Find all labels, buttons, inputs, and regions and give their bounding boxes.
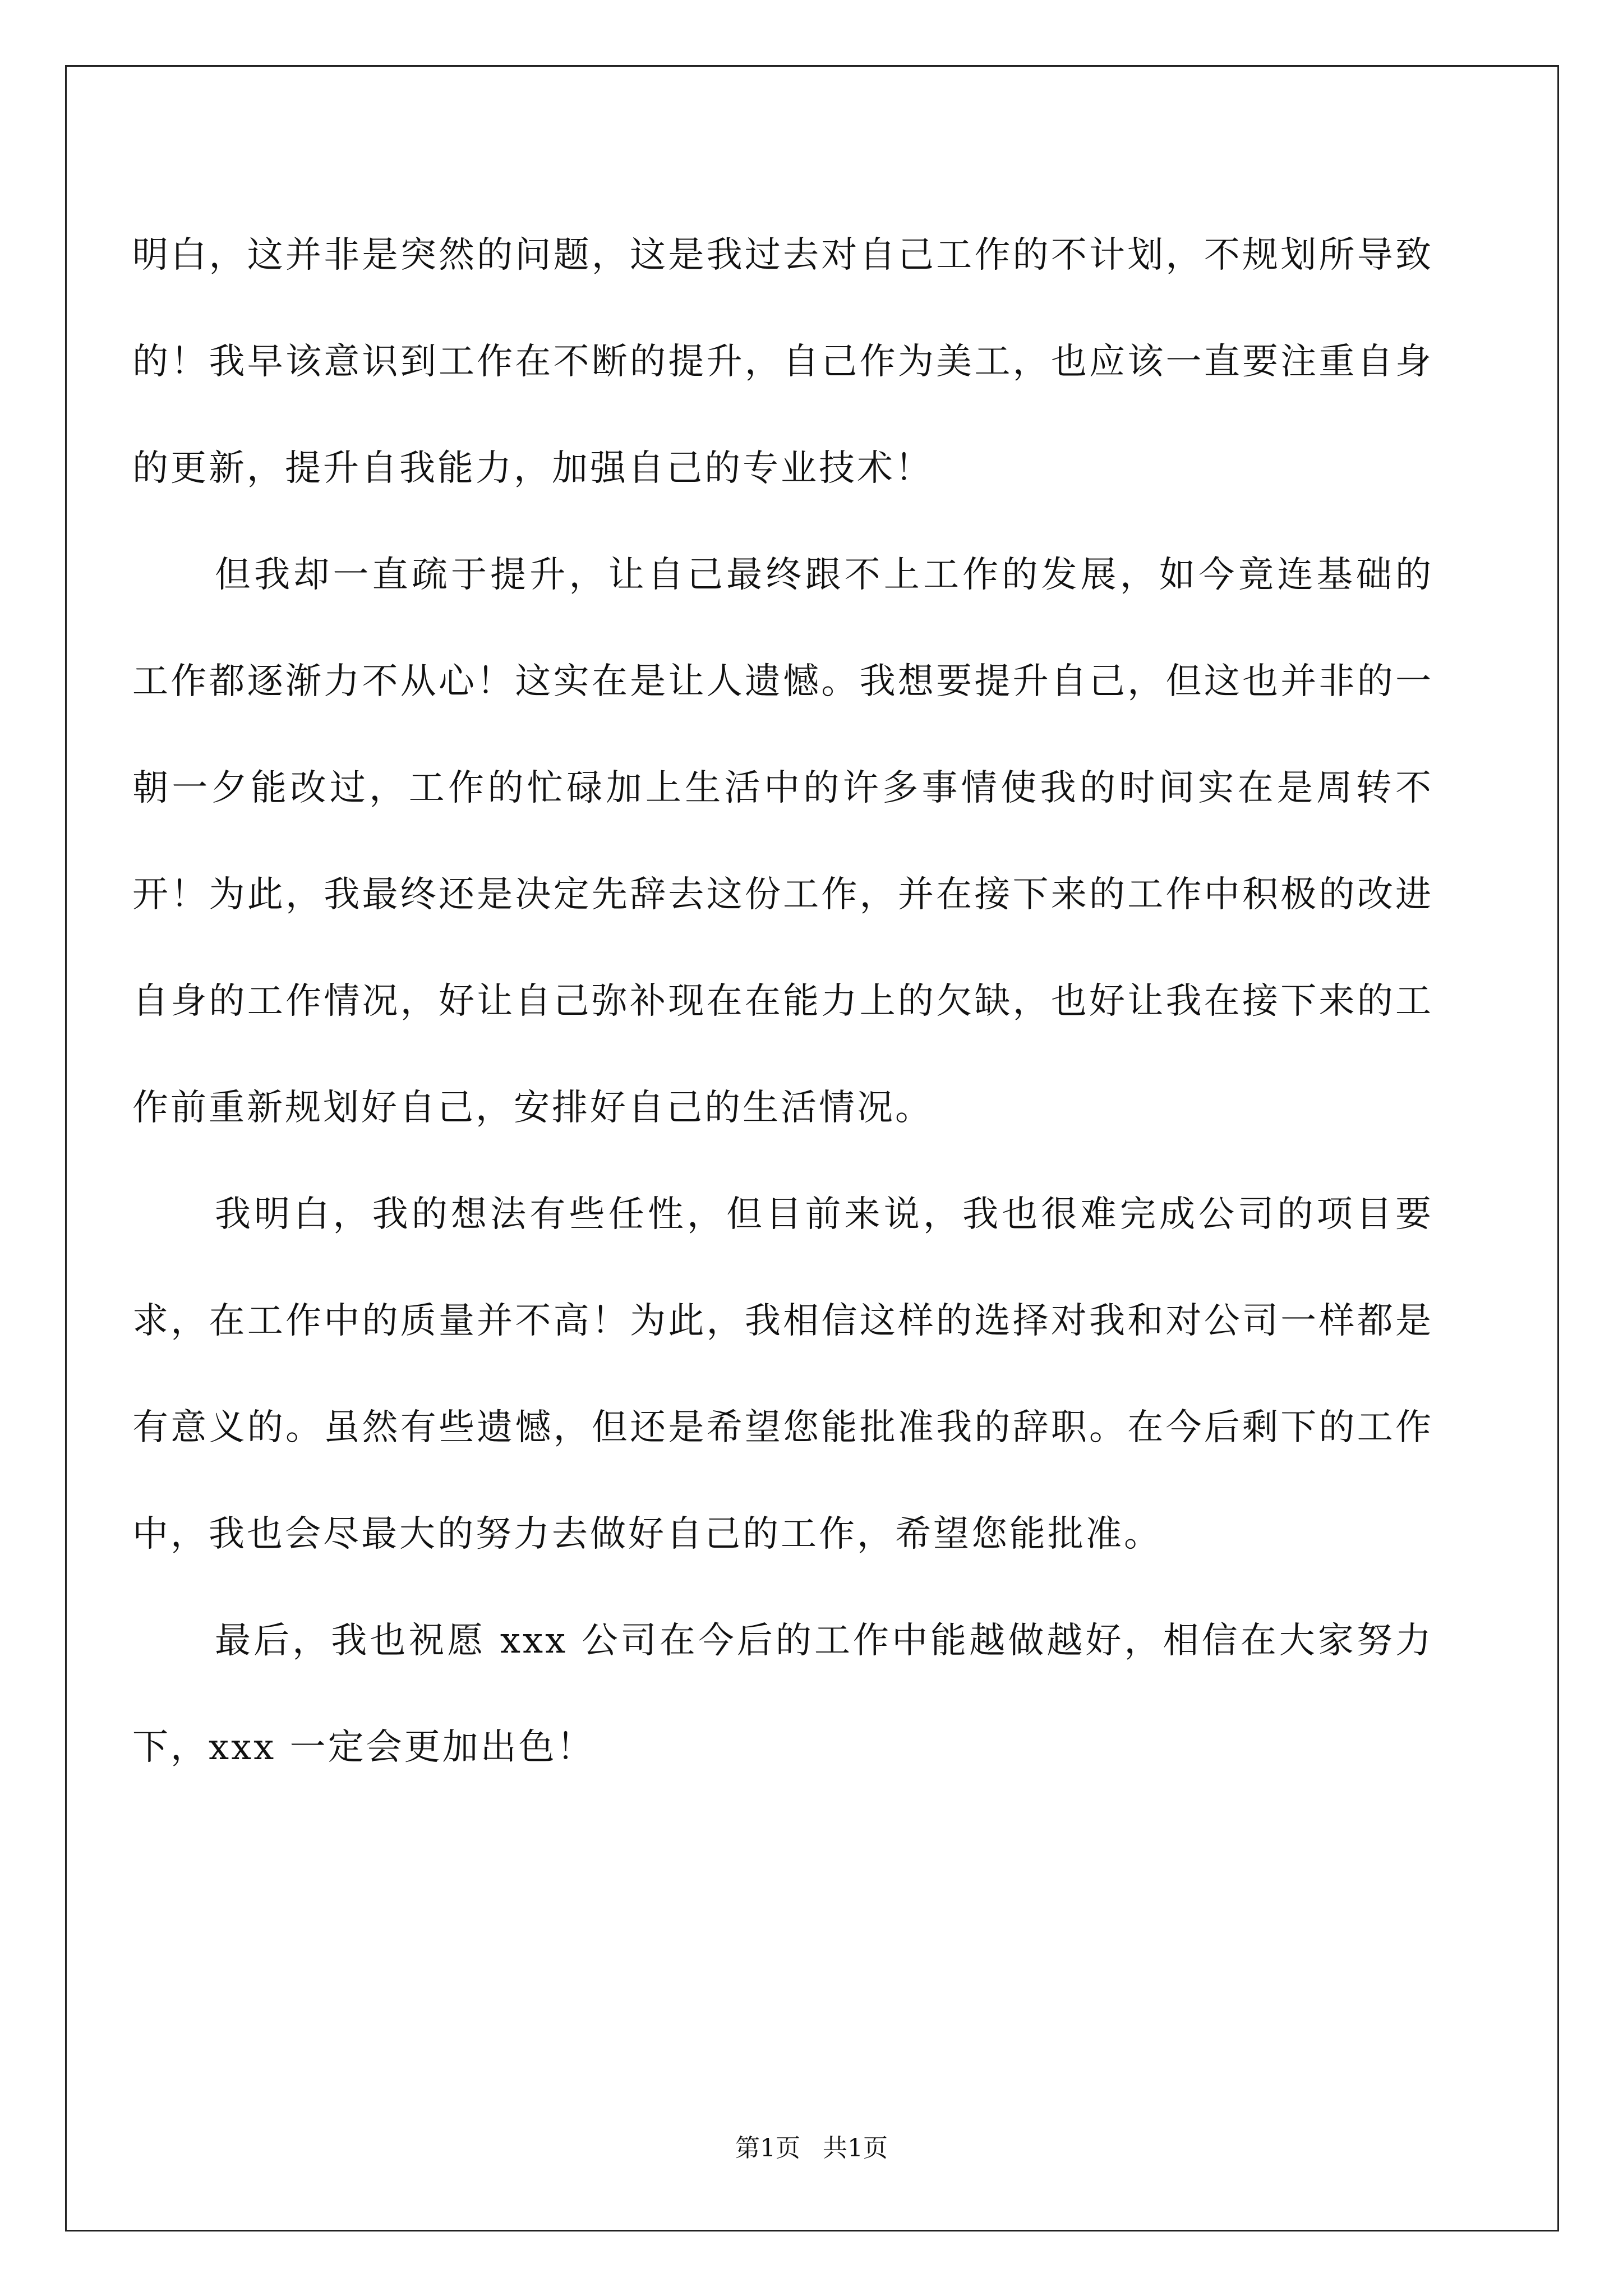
paragraph-1: 明白，这并非是突然的问题，这是我过去对自己工作的不计划，不规划所导致的！我早该意识到工作在不断的提升，自己作为美工，也应该一直要注重自身的更新，提升自我能力，加强自己的专业技术！ [132, 234, 1433, 489]
paragraph-3: 我明白，我的想法有些任性，但目前来说，我也很难完成公司的项目要求，在工作中的质量并不高！为此，我相信这样的选择对我和对公司一样都是有意义的。虽然有些遗憾，但还是希望您能批准我的辞职。在今后剩下的工作中，我也会尽最大的努力去做好自己的工作，希望您能批准。 [132, 1194, 1433, 1555]
page-number: 第1页 [735, 2134, 800, 2162]
page-footer [0, 2132, 1623, 2165]
page-total: 共1页 [823, 2134, 888, 2162]
paragraph-2: 但我却一直疏于提升，让自己最终跟不上工作的发展，如今竟连基础的工作都逐渐力不从心！这实在是让人遗憾。我想要提升自己，但这也并非的一朝一夕能改过，工作的忙碌加上生活中的许多事情使我的时间实在是周转不开！为此，我最终还是决定先辞去这份工作，并在接下来的工作中积极的改进自身的工作情况，好让自己弥补现在在能力上的欠缺，也好让我在接下来的工作前重新规划好自己，安排好自己的生活情况。 [132, 554, 1433, 1129]
paragraph-4: 最后，我也祝愿 xxx 公司在今后的工作中能越做越好，相信在大家努力下，xxx 一定会更加出色！ [132, 1620, 1433, 1768]
document-body [132, 202, 1433, 1801]
